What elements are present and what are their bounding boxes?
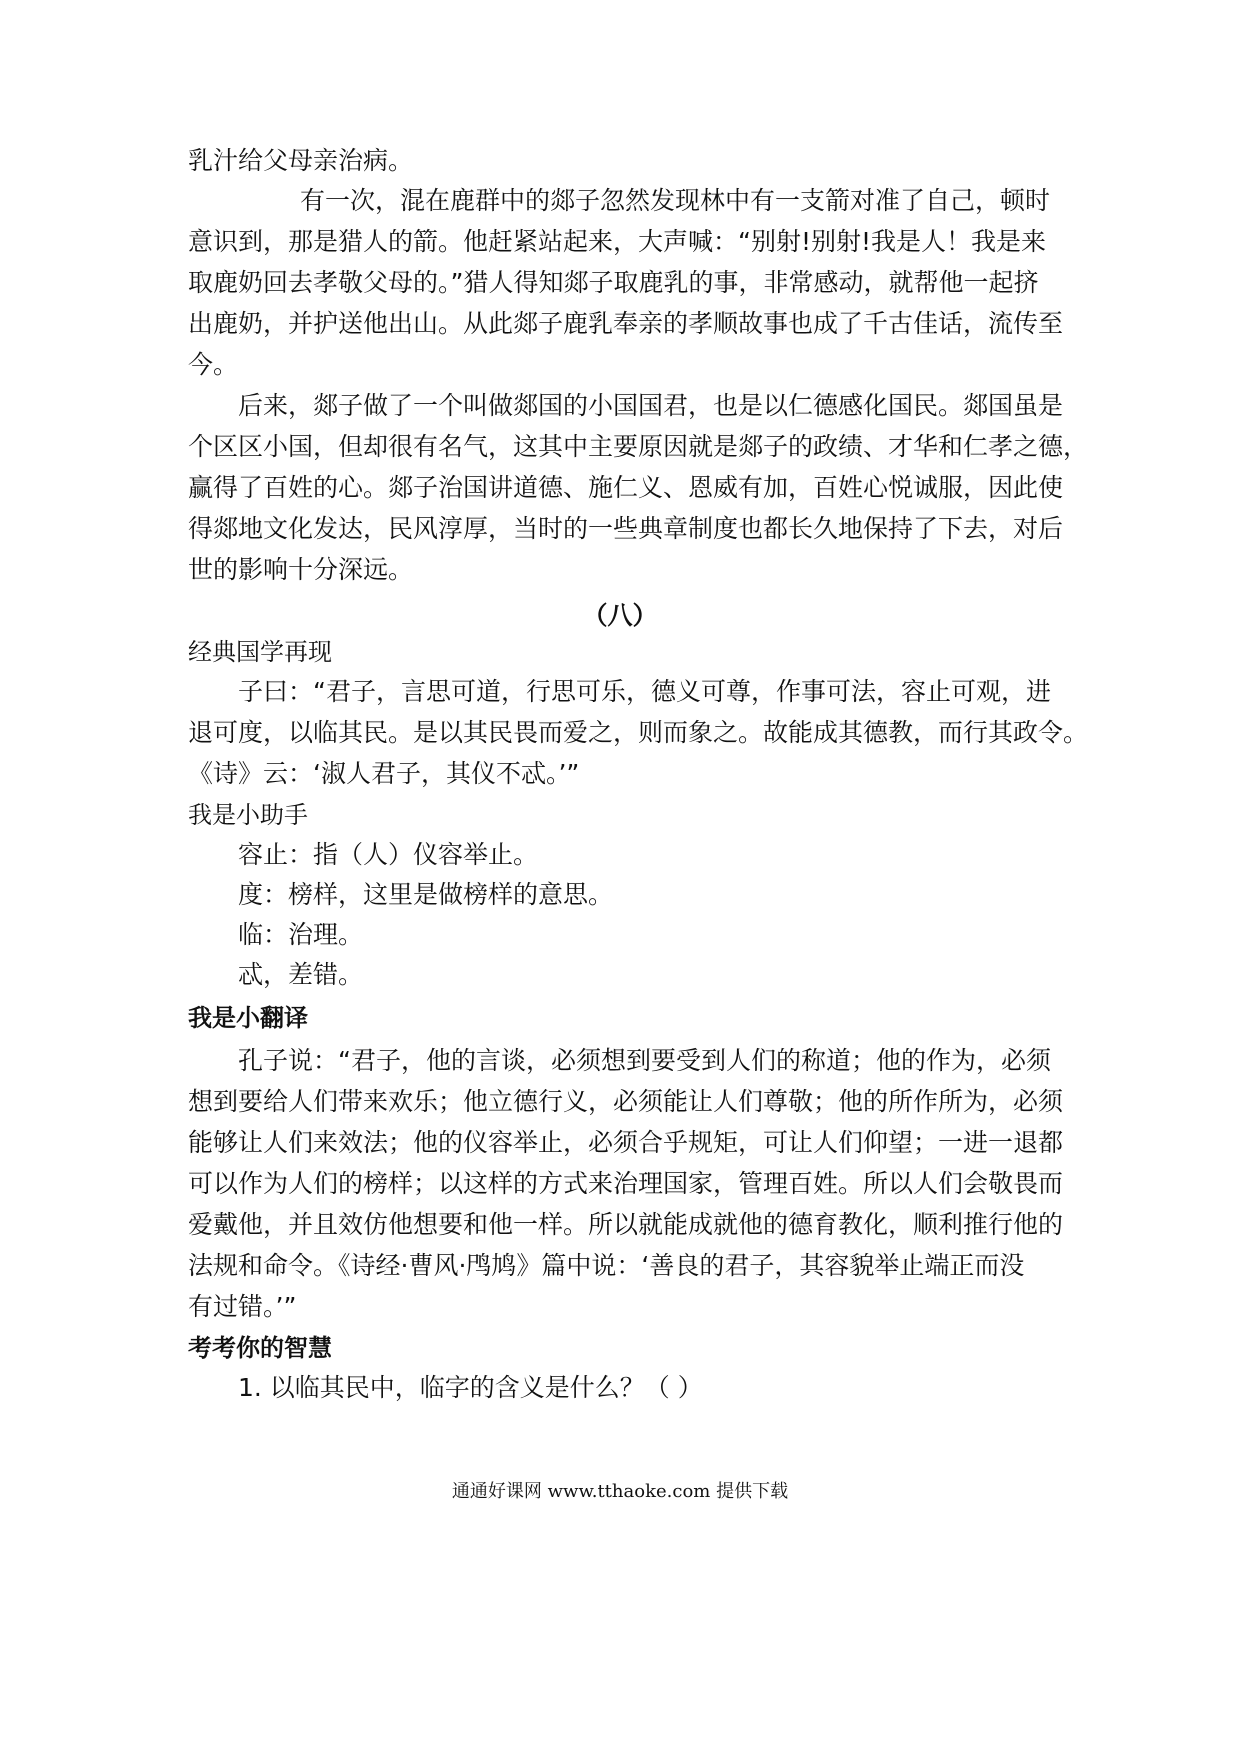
story-line: 个区区小国，但却很有名气，这其中主要原因就是郯子的政绩、才华和仁孝之德，: [188, 432, 1089, 461]
helper-heading: 我是小助手: [188, 801, 308, 829]
classic-heading: 经典国学再现: [188, 638, 332, 666]
section-title: （八）: [582, 601, 658, 630]
story-line: 意识到，那是猎人的箭。他赶紧站起来，大声喊：“别射!别射!我是人！我是来: [188, 227, 1046, 256]
story-line: 出鹿奶，并护送他出山。从此郯子鹿乳奉亲的孝顺故事也成了千古佳话，流传至: [188, 309, 1064, 338]
translator-line: 有过错。’”: [188, 1292, 297, 1321]
quiz-heading: 考考你的智慧: [188, 1334, 332, 1362]
classic-line: 《诗》云：‘淑人君子，其仪不忒。’”: [188, 759, 580, 788]
translator-line: 想到要给人们带来欢乐；他立德行义，必须能让人们尊敬；他的所作所为，必须: [188, 1087, 1064, 1116]
story-line: 得郯地文化发达，民风淳厚，当时的一些典章制度也都长久地保持了下去，对后: [188, 514, 1064, 543]
classic-line: 退可度，以临其民。是以其民畏而爱之，则而象之。故能成其德教，而行其政令。: [188, 718, 1089, 747]
translator-line: 孔子说：“君子，他的言谈，必须想到要受到人们的称道；他的作为，必须: [238, 1046, 1051, 1075]
helper-item: 忒，差错。: [238, 960, 364, 989]
classic-line: 子曰：“君子，言思可道，行思可乐，德义可尊，作事可法，容止可观，进: [238, 677, 1051, 706]
translator-line: 可以作为人们的榜样；以这样的方式来治理国家，管理百姓。所以人们会敬畏而: [188, 1169, 1064, 1198]
page-footer: 通通好课网 www.tthaoke.com 提供下载: [451, 1481, 789, 1502]
helper-item: 度：榜样，这里是做榜样的意思。: [238, 880, 614, 909]
story-line: 今。: [188, 350, 239, 379]
translator-line: 爱戴他，并且效仿他想要和他一样。所以就能成就他的德育教化，顺利推行他的: [188, 1210, 1064, 1239]
helper-item: 容止：指（人）仪容举止。: [238, 840, 539, 869]
helper-item: 临：治理。: [238, 920, 364, 949]
story-line: 赢得了百姓的心。郯子治国讲道德、施仁义、恩威有加，百姓心悦诚服，因此使: [188, 473, 1064, 502]
translator-line: 能够让人们来效法；他的仪容举止，必须合乎规矩，可让人们仰望；一进一退都: [188, 1128, 1064, 1157]
translator-line: 法规和命令。《诗经·曹风·鸤鸠》篇中说：‘善良的君子，其容貌举止端正而没: [188, 1251, 1025, 1280]
story-line: 乳汁给父母亲治病。: [188, 146, 414, 175]
story-line: 世的影响十分深远。: [188, 555, 414, 584]
story-line: 取鹿奶回去孝敬父母的。”猎人得知郯子取鹿乳的事，非常感动，就帮他一起挤: [188, 268, 1039, 297]
translator-heading: 我是小翻译: [188, 1004, 308, 1032]
quiz-question: 1. 以临其民中，临字的含义是什么？（ ）: [238, 1373, 703, 1402]
story-line: 有一次，混在鹿群中的郯子忽然发现林中有一支箭对准了自己，顿时: [300, 186, 1051, 215]
story-line: 后来，郯子做了一个叫做郯国的小国国君，也是以仁德感化国民。郯国虽是: [238, 391, 1064, 420]
